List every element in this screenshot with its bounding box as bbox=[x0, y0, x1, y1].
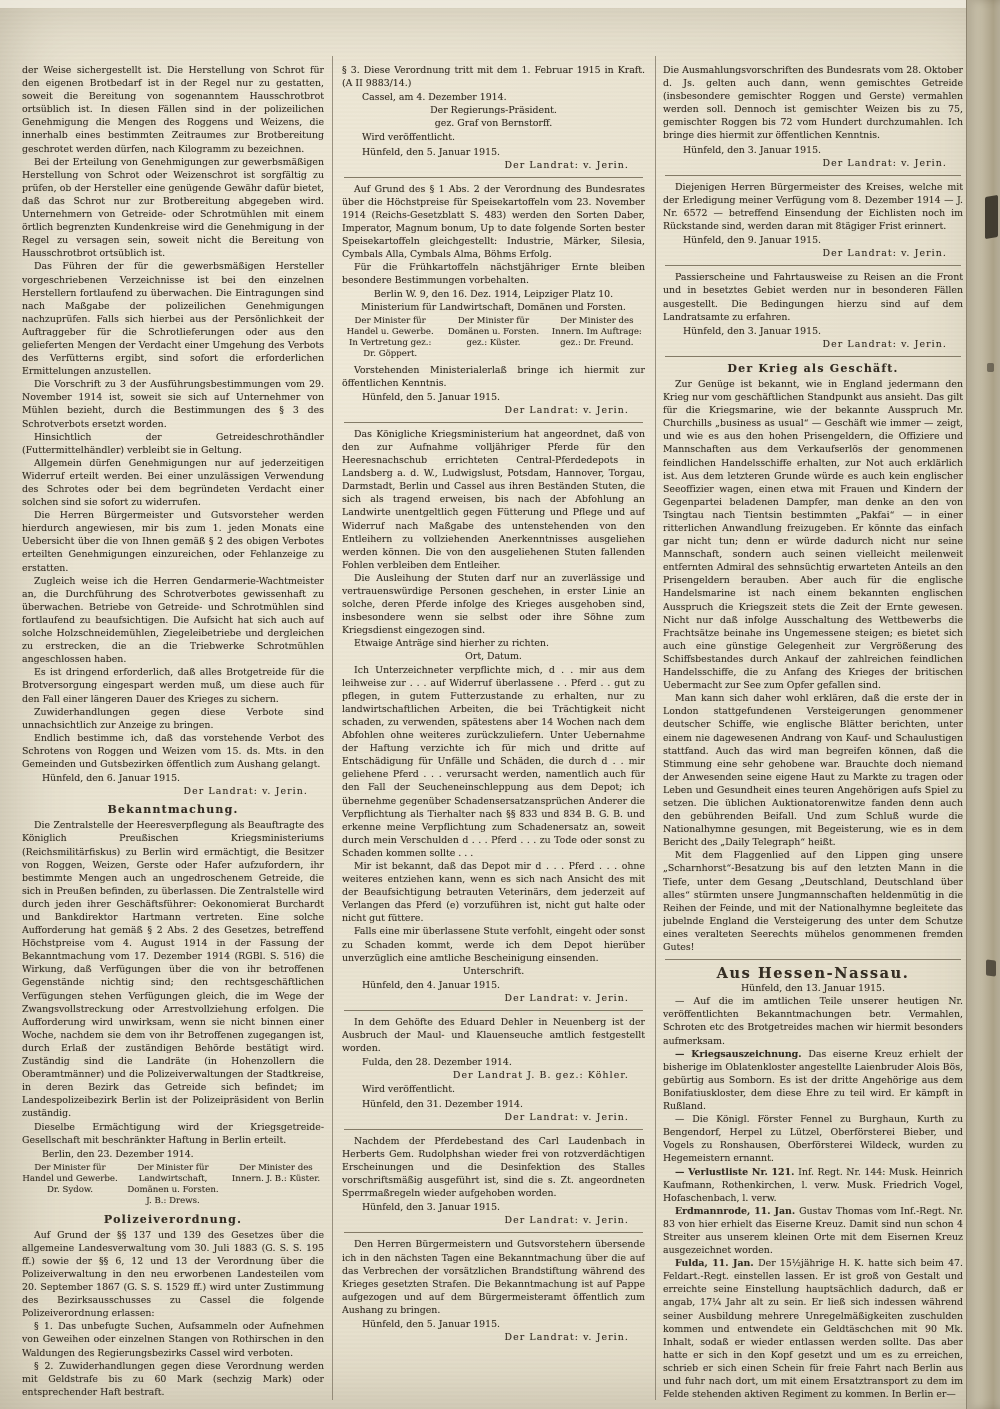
news-item-lead: Erdmannrode, 11. Jan. bbox=[675, 1205, 800, 1217]
article-paragraph: Das Königliche Kriegsministerium hat angeordnet, daß von den zur Aufnahme volljähriger Pferde für den Heeresnachschub errichteten Central-Pferdedepots in Landsberg a. d. W., Ludwigslust, Potsdam, Hannover, Torgau, Darmstadt, Berlin und Cassel aus ihren Beständen Stuten, die sich als tragend erweisen, bis nach der Abfohlung an Landwirte unentgeltlich gegen Fütterung und Pflege und auf Widerruf nach Maßgabe des untenstehenden von den Entleihern zu vollziehenden Anerkenntnisses ausgeliehen werden können. Die von den ausgeliehenen Stuten fallenden Fohlen verbleiben dem Entleiher. bbox=[342, 428, 645, 571]
news-item-lead: — Kriegsauszeichnung. bbox=[675, 1048, 809, 1060]
news-item: Fulda, 11. Jan. Der 15½jährige H. K. hatte sich beim 47. Feldart.-Regt. einstellen lassen. Er ist groß von Gestalt und erreichte seine Einstellung hauptsächlich dadurch, daß er angab, 17¼ Jahr alt zu sein. Er ließ sich indessen während seiner Ausbildung mehrere Unregelmäßigkeiten zuschulden kommen und entwendete ein Geldtäschchen mit 90 Mk. Inhalt, sodaß er wieder entlassen werden sollte. Das aber hatte er sich in den Kopf gesetzt und um es zu erreichen, schrieb er sich einen Schein für freie Fahrt nach Berlin aus und fuhr nach dort, um mit einem Ersatztransport zu dem im Felde stehenden aktiven Regiment zu kommen. In Berlin er— bbox=[663, 1258, 963, 1400]
dateline: Hünfeld, den 5. Januar 1915. bbox=[362, 391, 501, 403]
minister-signature: Der Minister für Landwirtschaft, Domänen u. Forsten. J. B.: Drews. bbox=[127, 1162, 219, 1207]
article-separator bbox=[665, 265, 961, 266]
article-separator bbox=[665, 356, 961, 357]
dateline: Hünfeld, den 5. Januar 1915. bbox=[362, 1318, 501, 1330]
article-separator bbox=[344, 1129, 643, 1130]
news-item: — Verlustliste Nr. 121. Inf. Regt. Nr. 144: Musk. Heinrich Kaufmann, Rothenkirchen, l. verw. Musk. Friedrich Vogel, Hofaschenbach, l. verw. bbox=[663, 1166, 963, 1204]
signature-line: Der Landrat: v. Jerin. bbox=[822, 248, 947, 260]
article-paragraph: — Die Königl. Förster Fennel zu Burghaun, Kurth zu Bengendorf, Herpel zu Lützel, Oberförsterei Bieber, und Vogels zu Ronshausen, Oberförsterei Wildeck, wurden zu Hegemeistern ernannt. bbox=[663, 1114, 963, 1165]
signature-line: Der Landrat: v. Jerin. bbox=[183, 786, 308, 798]
article-paragraph: Etwaige Anträge sind hierher zu richten. bbox=[354, 638, 549, 650]
centered-line: Berlin W. 9, den 16. Dez. 1914, Leipziger Platz 10. bbox=[373, 288, 614, 300]
news-item-lead: Fulda, 11. Jan. bbox=[675, 1258, 759, 1270]
article-paragraph-continuation: § 3. Diese Verordnung tritt mit dem 1. Februar 1915 in Kraft. (A II 9883/14.) bbox=[342, 65, 645, 90]
article-paragraph: Es ist dringend erforderlich, daß alles Brotgetreide für die Brotversorgung eingespart werden muß, um diese auch für den Fall einer längeren Dauer des Krieges zu sichern. bbox=[22, 667, 324, 705]
signature-line: Der Landrat J. B. gez.: Köhler. bbox=[452, 1070, 629, 1082]
dateline: Hünfeld, den 5. Januar 1915. bbox=[362, 146, 501, 158]
column-divider-right bbox=[655, 56, 656, 1400]
article-separator bbox=[665, 175, 961, 176]
dateline: Hünfeld, den 6. Januar 1915. bbox=[42, 773, 181, 785]
article-paragraph-continuation: der Weise sichergestellt ist. Die Herstellung von Schrot für den eigenen Brotbedarf ist in der Regel nur zu gestatten, soweit die Bereitung von sogenanntem Hausschrotbrot ortsüblich ist. In diesen Fällen sind in der polizeilichen Genehmigung die Mengen des Roggens und Weizens, die innerhalb eines bestimmten Zeitraumes zur Brotbereitung geschrotet werden dürfen, nach Kilogramm zu bezeichnen. bbox=[22, 65, 324, 155]
article-paragraph: Die Zentralstelle der Heeresverpflegung als Beauftragte des Königlich Preußischen Kriegsministeriums (Reichsmilitärfiskus) zu Berlin wird ermächtigt, die Besitzer von Roggen, Weizen, Gerste oder Hafer aufzufordern, ihr bestimmte Mengen auch an ungedroschenem Getreide, die sich in Preußen befinden, zu überlassen. Die Zentralstelle wird durch jeden ihrer Geschäftsführer: Oekonomierat Burchardt und Bankdirektor Hartmann vertreten. Eine solche Aufforderung hat gemäß § 2 Abs. 2 des Gesetzes, betreffend Höchstpreise vom 4. August 1914 in der Fassung der Bekanntmachung vom 17. Dezember 1914 (RGBl. S. 516) die Wirkung, daß Verfügungen über die von ihr betroffenen Gegenstände nichtig sind; den rechtsgeschäftlichen Verfügungen stehen Verfügungen gleich, die im Wege der Zwangsvollstreckung oder Arrestvollziehung erfolgen. Die Aufforderung wird unwirksam, wenn sie nicht binnen einer Woche, nachdem sie dem von ihr Betroffenen zugegangen ist, durch Erlaß der zuständigen Behörde bestätigt wird. Zuständig sind die Landräte (in Hohenzollern die Oberamtmänner) und die Polizeiverwaltungen der Stadtkreise, in deren Bezirk das Getreide sich befindet; im Landespolizeibezirk Berlin ist der Polizeipräsident von Berlin zuständig. bbox=[22, 820, 324, 1120]
article-paragraph: Nachdem der Pferdebestand des Carl Laudenbach in Herberts Gem. Rudolphshan wieder frei von rotzverdächtigen Erscheinungen und die Desinfektion des Stalles vorschriftsmäßig ausgeführt ist, sind die s. Zt. angeordneten Sperrmaßregeln wieder aufgehoben worden. bbox=[342, 1135, 645, 1200]
article-paragraph: Mit dem Flaggenlied auf den Lippen ging unsere „Scharnhorst“-Besatzung bis auf den letzten Mann in die Tiefe, unter dem Gesang „Deutschland, Deutschland über alles“ stürmten unsere Jungmannschaften heldenmütig in die Reihen der Feinde, und mit der Nationalhymne begleitete das jubelnde England die Versteigerung des unter dem Schutze eines veralteten Seerechts mühelos genommenen fremden Gutes! bbox=[663, 850, 963, 953]
dateline: Wird veröffentlicht. bbox=[362, 132, 455, 144]
article-paragraph: Die Herren Bürgermeister und Gutsvorsteher werden hierdurch angewiesen, mir bis zum 1. jeden Monats eine Uebersicht über die von Ihnen gemäß § 2 des obigen Verbotes erteilten Genehmigungen einzureichen, oder Fehlanzeige zu erstatten. bbox=[22, 510, 324, 574]
news-item: Erdmannrode, 11. Jan. Gustav Thomas vom Inf.-Regt. Nr. 83 von hier erhielt das Eiserne Kreuz. Damit sind nun schon 4 Streiter aus unserem kleinen Orte mit dem Eisernen Kreuz ausgezeichnet worden. bbox=[663, 1205, 963, 1257]
minister-signature: Der Minister des Innern. Im Auftrage: gez.: Dr. Freund. bbox=[551, 315, 642, 349]
article-paragraph: Dieselbe Ermächtigung wird der Kriegsgetreide-Gesellschaft mit beschränkter Haftung in Berlin erteilt. bbox=[22, 1121, 324, 1146]
signature-line: Der Landrat: v. Jerin. bbox=[504, 404, 629, 416]
article-paragraph: Zuwiderhandlungen gegen diese Verbote sind unnachsichtlich zur Anzeige zu bringen. bbox=[22, 706, 324, 731]
dateline: Hünfeld, den 4. Januar 1915. bbox=[362, 979, 501, 991]
section-heading: Polizeiverordnung. bbox=[103, 1212, 243, 1226]
article-separator bbox=[344, 1232, 643, 1233]
section-heading: Bekanntmachung. bbox=[107, 803, 239, 817]
article-paragraph-continuation: Die Ausmahlungsvorschriften des Bundesrats vom 28. Oktober d. Js. gelten auch dann, wenn gemischtes Getreide (insbesondere gemischter Roggen und Gerste) vermahlen werden soll. Dennoch ist gemischter Weizen bis zu 75, gemischter Roggen bis 72 vom Hundert durchzumahlen. Ich bringe dies hiermit zur öffentlichen Kenntnis. bbox=[663, 65, 963, 142]
article-paragraph: In dem Gehöfte des Eduard Dehler in Neuenberg ist der Ausbruch der Maul- und Klauenseuche amtlich festgestellt worden. bbox=[342, 1017, 645, 1055]
article-paragraph: Den Herren Bürgermeistern und Gutsvorstehern übersende ich in den nächsten Tagen eine Bekanntmachung über die auf das Verbrechen der vorsätzlichen Brandstiftung während des Krieges gesetzten Strafen. Die Bekanntmachung ist auf Pappe aufgezogen und auf dem Bürgermeisteramt öffentlich zum Aushang zu bringen. bbox=[342, 1239, 645, 1316]
article-paragraph: Die Ausleihung der Stuten darf nur an zuverlässige und vertrauenswürdige Personen geschehen, in erster Linie an solche, deren Pferde infolge des Krieges ausgehoben sind, insbesondere wenn sie selbst oder ihre Söhne zum Kriegsdienst eingezogen sind. bbox=[342, 572, 645, 637]
article-paragraph: Hinsichtlich der Getreideschrothändler (Futtermittelhändler) verbleibt sie in Geltung. bbox=[22, 431, 324, 456]
article-paragraph: Passierscheine und Fahrtausweise zu Reisen an die Front und in besetztes Gebiet werden nur in besonderen Fällen ausgestellt. Die Bedingungen hierzu sind auf dem Landratsamte zu erfahren. bbox=[663, 272, 963, 323]
dateline: Hünfeld, den 3. Januar 1915. bbox=[683, 325, 822, 337]
edge-ink-mark bbox=[987, 363, 994, 372]
dateline: Cassel, am 4. Dezember 1914. bbox=[362, 92, 507, 104]
article-paragraph: Auf Grund der §§ 137 und 139 des Gesetzes über die allgemeine Landesverwaltung vom 30. Juli 1883 (G. S. S. 195 ff.) sowie der §§ 6, 12 und 13 der Verordnung über die Polizeiverwaltung in den neu erworbenen Landesteilen vom 20. September 1867 (G. S. S. 1529 ff.) wird unter Zustimmung des Bezirksausschusses zu Cassel die folgende Polizeiverordnung erlassen: bbox=[22, 1229, 324, 1320]
article-paragraph: Ich Unterzeichneter verpflichte mich, d . . mir aus dem leihweise zur . . . auf Widerruf überlassene . . Pferd . . gut zu pflegen, in gutem Futterzustande zu erhalten, nur zu landwirtschaftlichen Arbeiten, die bei Trächtigkeit nicht schaden, zu verwenden, spätestens aber 14 Wochen nach dem Abfohlen ohne weiteres zurückzuliefern. Unter Uebernahme der Haftung verzichte ich für mich und dritte auf Entschädigung für Unfälle und Schäden, die durch d . . mir geliehene Pferd . . . verursacht werden, namentlich auch für den Fall der Seucheneinschleppung aus dem Depot; ich übernehme gegenüber Schadensersatzansprüchen Anderer die Verpflichtung als Tierhalter nach §§ 833 und 834 B. G. B. und erkenne meine Verpflichtung zum Schadenersatz an, soweit durch mein Verschulden d . . . Pferd . . . zu Tode oder sonst zu Schaden kommen sollte . . . bbox=[342, 664, 645, 859]
article-paragraph: Endlich bestimme ich, daß das vorstehende Verbot des Schrotens von Roggen und Weizen vom 15. ds. Mts. in den Gemeinden und Gutsbezirken öffentlich zum Aushang gelangt. bbox=[22, 732, 324, 770]
article-paragraph: Man kann sich daher wohl erklären, daß die erste der in London stattgefundenen Versteigerungen genommener deutscher Schiffe, wie englische Blätter berichten, unter einem nie dagewesenen Andrang von Kauf- und Schaulustigen stattfand. Auch das wird man begreifen können, daß die Stimmung eine sehr gehobene war. Brauchte doch niemand der Anwesenden seine eigene Haut zu Markte zu tragen oder Leben und Gesundheit eines teuren Angehörigen aufs Spiel zu setzen. Die üblichen Auktionatorenwitze fanden denn auch den gebührenden Beifall. Und zum Schluß wurde die Nationalhymne gesungen, mit Begeisterung, wie es in dem Bericht des „Daily Telegraph“ heißt. bbox=[663, 693, 963, 849]
signature-line: Der Landrat: v. Jerin. bbox=[822, 157, 947, 169]
dateline: Hünfeld, den 31. Dezember 1914. bbox=[362, 1098, 523, 1110]
article-separator bbox=[344, 1010, 643, 1011]
news-item-lead: — Verlustliste Nr. 121. bbox=[675, 1166, 799, 1178]
article-paragraph: § 1. Das unbefugte Suchen, Aufsammeln oder Aufnehmen von Geweihen oder einzelnen Stangen von Rothirschen in den Waldungen des Regierungsbezirks Cassel wird verboten. bbox=[22, 1321, 324, 1359]
article-paragraph: Allgemein dürfen Genehmigungen nur auf jederzeitigen Widerruf erteilt werden. Bei einer unzulässigen Verwendung des Schrotes oder bei dem begründeten Verdacht einer solchen sind sie sofort zu widerrufen. bbox=[22, 457, 324, 509]
article-paragraph: Bei der Erteilung von Genehmigungen zur gewerbsmäßigen Herstellung von Schrot oder Weizenschrot ist sorgfältig zu prüfen, ob der Hersteller eine genügende Gewähr dafür bietet, daß das Schrot nur zur Brotbereitung abgegeben wird. Unternehmern von Getreide- oder Schrotmühlen mit einem örtlich begrenzten Kundenkreise wird die Genehmigung in der Regel zu versagen sein, soweit nicht die Bereitung von Hausschrotbrot ortsüblich ist. bbox=[22, 156, 324, 260]
article-paragraph: Die Vorschrift zu 3 der Ausführungsbestimmungen vom 29. November 1914 ist, soweit sie sich auf Unternehmer von Mühlen bezieht, durch die Bestimmungen des § 3 des Schrotverbots ersetzt worden. bbox=[22, 379, 324, 430]
article-paragraph: Falls eine mir überlassene Stute verfohlt, eingeht oder sonst zu Schaden kommt, werde ich dem Depot hierüber unverzüglich eine amtliche Bescheinigung einsenden. bbox=[342, 926, 645, 964]
article-paragraph: Auf Grund des § 1 Abs. 2 der Verordnung des Bundesrates über die Höchstpreise für Speisekartoffeln vom 23. November 1914 (Reichs-Gesetzblatt S. 483) werden den Sorten Daber, Imperator, Magnum bonum, Up to date folgende Sorten bester Speisekartoffeln gleichgestellt: Industrie, Märker, Silesia, Cymbals Alla, Cymbals Alma, Böhms Erfolg. bbox=[342, 183, 645, 261]
ministers-signature-row bbox=[342, 316, 645, 361]
ministers-signature-row bbox=[22, 1163, 324, 1208]
dateline: Wird veröffentlicht. bbox=[362, 1084, 455, 1096]
article-paragraph: Für die Frühkartoffeln nächstjähriger Ernte bleiben besondere Bestimmungen vorbehalten. bbox=[342, 262, 645, 287]
centered-line: gez. Graf von Bernstorff. bbox=[434, 118, 553, 130]
signature-line: Der Landrat: v. Jerin. bbox=[504, 1111, 629, 1123]
centered-line: Ort, Datum. bbox=[465, 651, 522, 663]
article-separator bbox=[665, 959, 961, 960]
centered-line: Ministerium für Landwirtschaft, Domänen und Forsten. bbox=[361, 301, 626, 313]
newspaper-column-right bbox=[663, 64, 963, 1400]
article-separator bbox=[344, 422, 643, 423]
signature-line: Der Landrat: v. Jerin. bbox=[504, 159, 629, 171]
adjacent-page-edge bbox=[966, 0, 1000, 1409]
article-paragraph: § 2. Zuwiderhandlungen gegen diese Verordnung werden mit Geldstrafe bis zu 60 Mark (sechzig Mark) oder entsprechender Haft bestraft. bbox=[22, 1360, 324, 1398]
minister-signature: Der Minister für Handel und Gewerbe. Dr. Sydow. bbox=[22, 1162, 118, 1196]
edge-ink-mark bbox=[985, 195, 998, 239]
dateline: Berlin, den 23. Dezember 1914. bbox=[42, 1148, 194, 1160]
news-item: — Kriegsauszeichnung. Das eiserne Kreuz erhielt der bisherige im Oblatenkloster angestellte Laienbruder Alois Bös, gebürtig aus Somborn. Es ist der dritte Angehörige aus dem Bonifatiuskloster, dem diese Ehre zu teil wird. Er kämpft in Rußland. bbox=[663, 1048, 963, 1113]
dateline: Fulda, den 28. Dezember 1914. bbox=[362, 1057, 512, 1069]
dateline: Hünfeld, den 3. Januar 1915. bbox=[683, 144, 822, 156]
centered-line: Unterschrift. bbox=[462, 965, 525, 977]
scan-top-edge bbox=[0, 0, 1000, 8]
centered-line: Der Regierungs-Präsident. bbox=[430, 105, 557, 117]
article-separator bbox=[344, 177, 643, 178]
signature-line: Der Landrat: v. Jerin. bbox=[504, 992, 629, 1004]
edge-ink-mark bbox=[986, 959, 996, 976]
signature-line: Der Landrat: v. Jerin. bbox=[504, 1215, 629, 1227]
article-paragraph: Vorstehenden Ministerialerlaß bringe ich hiermit zur öffentlichen Kenntnis. bbox=[342, 364, 645, 389]
article-paragraph: Zur Genüge ist bekannt, wie in England jedermann den Krieg nur vom geschäftlichen Standpunkt aus ansieht. Das gilt für die Kriegsmarine, wie der bekannte Ausspruch Mr. Churchills „business as usual“ — Geschäft wie immer — zeigt, und wie es aus den hohen Prisengeldern, die Offiziere und Mannschaften aus dem Verkaufserlös der genommenen feindlichen Handelsschiffe erhalten, zur Not auch erklärlich ist. Aus dem letzteren Grunde würde es auch kein englischer Seeoffizier wagen, einen etwa mit Frauen und Kindern der Gegenpartei beladenen Dampfer, man denke an den von Tsingtau nach Tientsin bestimmten „Pakfai“ — in einer ritterlichen Anwandlung freizugeben. Er könnte das einfach gar nicht tun; denn er würde dadurch nicht nur seine Mannschaft, sondern auch seinen vielleicht meilenweit entfernten Admiral des sehnsüchtig erwarteten Anteils an den Prisengeldern berauben. Aber auch für die englische Handelsmarine ist nach einem bekannten englischen Ausspruch die Kriegszeit stets die Zeit der Ernte gewesen. Nicht nur daß infolge Ausschaltung des Wettbewerbs die Frachtsätze beinahe ins Ungemessene steigen; es bietet sich auch eine günstige Gelegenheit zur Vergrößerung des Schiffsbestandes durch Ankauf der zahlreichen feindlichen Handelsschiffe, die zu Anfang des Krieges der britischen Uebermacht zur See zum Opfer gefallen sind. bbox=[663, 378, 963, 692]
minister-signature: Der Minister für Domänen u. Forsten. gez.: Küster. bbox=[447, 315, 540, 349]
newspaper-column-left bbox=[22, 64, 324, 1400]
centered-line: Hünfeld, den 13. Januar 1915. bbox=[741, 983, 885, 995]
dateline: Hünfeld, den 9. Januar 1915. bbox=[683, 235, 822, 247]
article-paragraph: Zugleich weise ich die Herren Gendarmerie-Wachtmeister an, die Durchführung des Schrotverbotes gewissenhaft zu überwachen. Betriebe von Getreide- und Schrotmühlen sind fortlaufend zu beaufsichtigen. Die Aufsicht hat sich auch auf solche Holzschneidemühlen, Ziegeleibetriebe und dergleichen zu erstrecken, die an die Triebwerke Schrotmühlen angeschlossen haben. bbox=[22, 575, 324, 666]
section-heading: Der Krieg als Geschäft. bbox=[727, 361, 899, 375]
minister-signature: Der Minister für Handel u. Gewerbe. In Vertretung gez.: Dr. Göppert. bbox=[346, 315, 434, 360]
newspaper-column-middle bbox=[342, 64, 645, 1400]
article-paragraph: Diejenigen Herren Bürgermeister des Kreises, welche mit der Erledigung meiner Verfügung vom 8. Dezember 1914 — J. Nr. 6572 — betreffend Einsendung der Eichlisten noch im Rückstande sind, werden daran mit 8tägiger Frist erinnert. bbox=[663, 181, 963, 233]
article-paragraph: Mir ist bekannt, daß das Depot mir d . . . Pferd . . . ohne weiteres entziehen kann, wenn es sich nach Ansicht des mit der Beaufsichtigung betrauten Veterinärs, dem jederzeit auf Verlangen das Pferd (e) vorzuführen ist, nicht gut halte oder nicht gut füttere. bbox=[342, 860, 645, 925]
signature-line: Der Landrat: v. Jerin. bbox=[822, 338, 947, 350]
article-paragraph: Das Führen der für die gewerbsmäßigen Hersteller vorgeschriebenen Verzeichnisse ist bei den einzelnen Herstellern fortlaufend zu überwachen. Die Eintragungen sind nach Maßgabe der polizeilichen Genehmigungen nachzuprüfen. Falls sich hierbei aus der Persönlichkeit der Auftraggeber für die Schrotlieferungen oder aus den gelieferten Mengen der Verdacht einer Umgehung des Verbots des Verfütterns ergibt, sind sofort die erforderlichen Ermittelungen anzustellen. bbox=[22, 261, 324, 378]
column-divider-left bbox=[332, 56, 333, 1400]
dateline: Hünfeld, den 3. Januar 1915. bbox=[362, 1202, 501, 1214]
minister-signature: Der Minister des Innern. J. B.: Küster. bbox=[231, 1162, 321, 1184]
signature-line: Der Landrat: v. Jerin. bbox=[504, 1332, 629, 1344]
article-paragraph: — Auf die im amtlichen Teile unserer heutigen Nr. veröffentlichten Bekanntmachungen betr. Vermahlen, Schroten etc des Brotgetreides machen wir hiermit besonders aufmerksam. bbox=[663, 996, 963, 1047]
section-heading: Aus Hessen-Nassau. bbox=[716, 965, 910, 983]
